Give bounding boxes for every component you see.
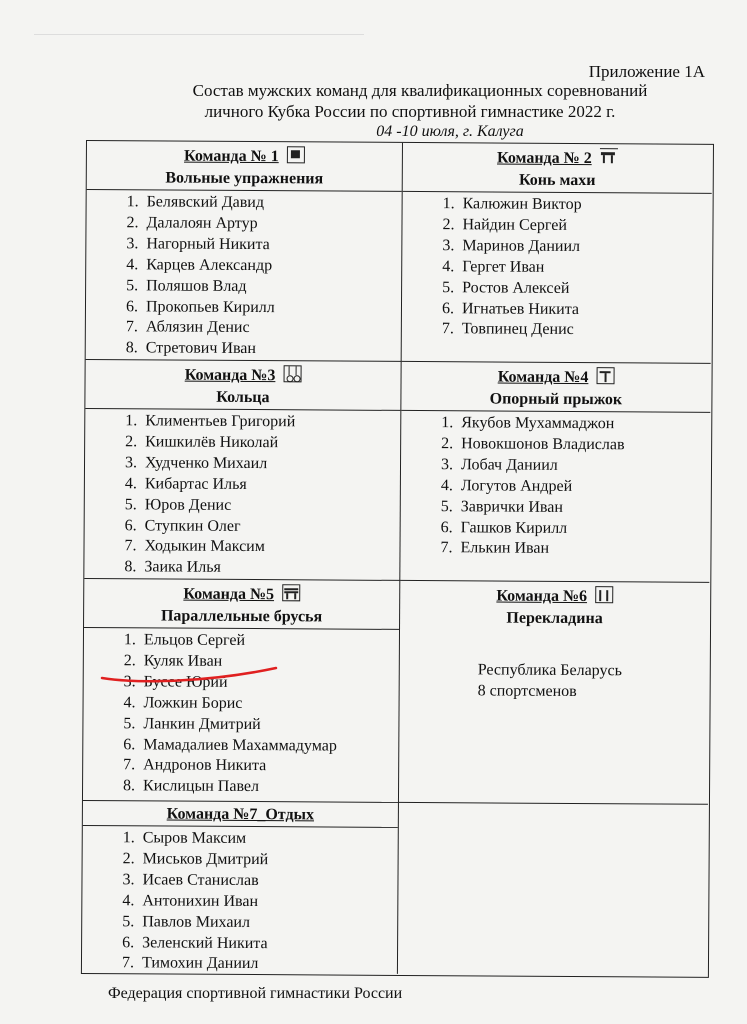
list-item: 6. Мамадалиев Махаммадумар: [139, 735, 398, 757]
team-member-list: [83, 628, 399, 799]
list-item: 4. Гергет Иван: [458, 257, 711, 279]
list-item: 2. Найдин Сергей: [458, 215, 711, 237]
list-item: 1. Климентьев Григорий: [141, 411, 400, 433]
list-item: 7. Андронов Никита: [139, 756, 398, 778]
list-item: 5. Юров Денис: [141, 495, 400, 517]
list-item: 2. Миськов Дмитрий: [139, 849, 398, 871]
list-item: 5. Павлов Михаил: [138, 912, 397, 934]
team-member-list: [82, 826, 398, 976]
team-header-4: [401, 362, 710, 413]
team-cell-4: [400, 362, 710, 583]
list-item: 1. Калюжин Виктор: [459, 194, 712, 216]
team-cell-1: [86, 141, 403, 362]
footer-organization: Федерация спортивной гимнастики России: [108, 985, 403, 1002]
list-item: 7. Елькин Иван: [456, 539, 709, 561]
teams-table: [81, 140, 714, 978]
list-item: 1. Сыров Максим: [139, 828, 398, 850]
vault-icon: [596, 367, 614, 384]
team-note-count: 8 спортсменов: [477, 682, 577, 701]
list-item: 4. Антонихин Иван: [138, 891, 397, 913]
team-member-list: [84, 409, 400, 580]
empty-cell: [398, 803, 708, 976]
document-title-line1: Состав мужских команд для квалификационных соревнований: [192, 81, 648, 100]
list-item: 6. Прокопьев Кирилл: [142, 297, 401, 319]
team-note-country: Республика Беларусь: [477, 661, 622, 680]
list-item: 2. Новокшонов Владислав: [457, 434, 710, 456]
team-name: Команда №4: [497, 368, 589, 387]
list-item: 7. Товпинец Денис: [458, 320, 711, 342]
team-cell-3: [84, 360, 401, 581]
list-item: 8. Стретович Иван: [142, 339, 401, 361]
list-item: 3. Нагорный Никита: [142, 234, 401, 256]
team-header-7: [83, 801, 398, 828]
parallel-bars-icon: [282, 584, 300, 601]
team-header-5: [84, 579, 399, 630]
list-item: 5. Поляшов Влад: [142, 276, 401, 298]
apparatus-name: Конь махи: [518, 171, 596, 190]
list-item: 2. Куляк Иван: [140, 651, 399, 673]
floor-icon: [287, 146, 305, 163]
list-item: 4. Логутов Андрей: [457, 476, 710, 498]
list-item: 3. Буссе Юрий: [140, 672, 399, 694]
document-subtitle: 04 -10 июля, г. Калуга: [376, 123, 524, 140]
list-item: 3. Исаев Станислав: [138, 870, 397, 892]
apparatus-name: Параллельные брусья: [160, 607, 323, 626]
list-item: 2. Кишкилёв Николай: [141, 432, 400, 454]
list-item: 8. Заика Илья: [140, 558, 399, 580]
list-item: 6. Игнатьев Никита: [458, 299, 711, 321]
list-item: 4. Карцев Александр: [142, 255, 401, 277]
list-item: 5. Заврички Иван: [457, 497, 710, 519]
high-bar-icon: [595, 586, 613, 603]
list-item: 4. Кибартас Илья: [141, 474, 400, 496]
apparatus-name: Перекладина: [506, 609, 603, 628]
rings-icon: [283, 365, 301, 382]
team-header-2: [403, 143, 712, 194]
scan-header-line: [34, 34, 364, 35]
list-item: 1. Белявский Давид: [143, 192, 402, 214]
team-header-1: [87, 141, 402, 192]
team-member-list: [402, 192, 712, 342]
appendix-label: Приложение 1А: [588, 62, 705, 81]
team-name: Команда № 2: [497, 149, 592, 168]
team-cell-6: [399, 581, 709, 805]
pommel-horse-icon: [600, 148, 618, 165]
list-item: 4. Ложкин Борис: [139, 693, 398, 715]
list-item: 5. Ланкин Дмитрий: [139, 714, 398, 736]
team-header-6: [400, 581, 709, 631]
list-item: 3. Лобач Даниил: [457, 455, 710, 477]
list-item: 7. Ходыкин Максим: [140, 537, 399, 559]
team-member-list: [86, 190, 402, 361]
list-item: 3. Худченко Михаил: [141, 453, 400, 475]
team-cell-5: [83, 579, 400, 803]
list-item: 1. Якубов Мухаммаджон: [457, 413, 710, 435]
team-name: Команда №7_Отдых: [166, 805, 315, 824]
team-name: Команда № 1: [184, 147, 279, 166]
team-header-3: [85, 360, 400, 411]
team-member-list: [400, 411, 710, 561]
team-cell-7: [82, 801, 399, 974]
list-item: 8. Кислицын Павел: [139, 777, 398, 799]
list-item: 6. Ступкин Олег: [141, 516, 400, 538]
red-underline-mark: [100, 660, 280, 690]
list-item: 5. Ростов Алексей: [458, 278, 711, 300]
list-item: 2. Далалоян Артур: [142, 213, 401, 235]
list-item: 7. Тимохин Даниил: [138, 954, 397, 976]
apparatus-name: Кольца: [216, 388, 270, 407]
list-item: 6. Гашков Кирилл: [457, 518, 710, 540]
team-name: Команда №3: [184, 366, 276, 385]
list-item: 3. Маринов Даниил: [458, 236, 711, 258]
document-title-line2: личного Кубка России по спортивной гимнастике 2022 г.: [204, 102, 616, 121]
list-item: 7. Аблязин Денис: [142, 318, 401, 340]
team-name: Команда №5: [183, 585, 275, 604]
list-item: 1. Ельцов Сергей: [140, 630, 399, 652]
apparatus-name: Опорный прыжок: [489, 390, 623, 409]
apparatus-name: Вольные упражнения: [165, 169, 324, 188]
team-cell-2: [402, 143, 712, 364]
team-name: Команда №6: [496, 587, 588, 606]
list-item: 6. Зеленский Никита: [138, 933, 397, 955]
